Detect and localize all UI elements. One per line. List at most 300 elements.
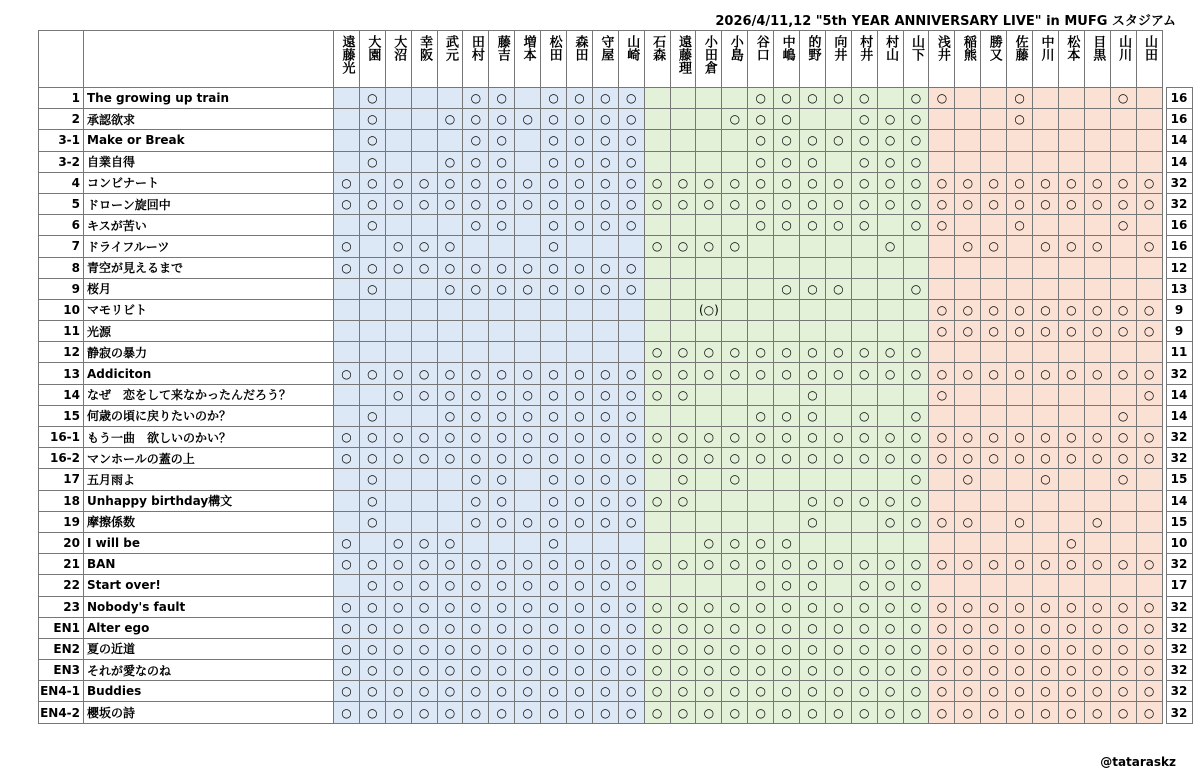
participation-cell: ○ [851,193,877,214]
song-title: ドライフルーツ [84,236,334,257]
song-number: 16-2 [39,448,84,469]
song-title: なぜ 恋をして来なかったんだろう？ [84,384,334,405]
participation-cell [1084,469,1110,490]
participation-cell [515,151,541,172]
participation-cell: ○ [1110,702,1136,723]
participation-cell [877,384,903,405]
participation-cell [955,130,981,151]
participation-cell: ○ [670,448,696,469]
participation-cell [1033,151,1059,172]
participation-cell [1110,278,1136,299]
participation-cell [748,384,774,405]
participation-cell: ○ [437,638,463,659]
participation-cell: ○ [955,681,981,702]
participation-cell: ○ [463,660,489,681]
participation-cell: ○ [463,130,489,151]
participation-cell: ○ [463,151,489,172]
participation-cell: ○ [385,172,411,193]
participation-cell: ○ [696,660,722,681]
participation-cell [955,532,981,553]
participation-cell [541,321,567,342]
participation-cell: ○ [541,702,567,723]
participation-cell [851,469,877,490]
participation-cell: ○ [929,215,955,236]
participation-cell [851,511,877,532]
participation-cell: ○ [903,596,929,617]
participation-cell: ○ [385,554,411,575]
participation-cell: ○ [774,554,800,575]
participation-cell: ○ [800,511,826,532]
participation-cell: ○ [1058,681,1084,702]
participation-cell [929,278,955,299]
participation-cell: ○ [1084,596,1110,617]
participation-cell: ○ [1136,236,1162,257]
participation-cell [1110,384,1136,405]
song-number: 3-2 [39,151,84,172]
participation-cell [955,384,981,405]
participation-cell [644,257,670,278]
participation-cell: ○ [696,342,722,363]
participation-cell: ○ [1007,596,1033,617]
participation-cell [411,130,437,151]
participation-cell: ○ [515,193,541,214]
participation-cell [722,490,748,511]
participation-cell: ○ [929,511,955,532]
participation-cell: ○ [1110,448,1136,469]
participation-cell: ○ [463,617,489,638]
participation-cell: ○ [618,363,644,384]
member-count: 32 [1166,172,1192,193]
participation-cell [748,321,774,342]
participation-cell: ○ [1110,88,1136,109]
song-row [39,448,1193,469]
participation-cell [774,257,800,278]
member-name: 村山 [883,35,899,61]
participation-cell [411,490,437,511]
participation-cell [696,130,722,151]
participation-cell [592,532,618,553]
participation-cell [1007,236,1033,257]
participation-cell: ○ [903,575,929,596]
participation-cell [1033,405,1059,426]
participation-cell: ○ [515,660,541,681]
participation-cell: ○ [825,681,851,702]
participation-cell [644,469,670,490]
participation-cell: ○ [903,172,929,193]
participation-cell: ○ [359,278,385,299]
participation-cell [877,405,903,426]
participation-cell: ○ [567,130,593,151]
participation-cell [981,151,1007,172]
participation-cell [463,321,489,342]
participation-cell: ○ [437,596,463,617]
participation-cell: ○ [877,575,903,596]
participation-cell: ○ [592,109,618,130]
participation-cell: ○ [359,172,385,193]
participation-cell: ○ [618,638,644,659]
participation-cell: ○ [437,172,463,193]
participation-cell [437,490,463,511]
participation-cell [334,278,360,299]
participation-cell: ○ [800,681,826,702]
participation-cell: ○ [800,617,826,638]
participation-cell: ○ [541,88,567,109]
song-number: EN1 [39,617,84,638]
participation-cell: ○ [774,278,800,299]
participation-cell: ○ [670,596,696,617]
participation-cell: ○ [437,448,463,469]
participation-cell: ○ [618,427,644,448]
song-title: 光源 [84,321,334,342]
participation-cell: ○ [1136,299,1162,320]
participation-cell [1136,511,1162,532]
song-number: 14 [39,384,84,405]
song-row [39,469,1193,490]
member-count: 14 [1166,405,1192,426]
participation-cell: ○ [851,363,877,384]
song-title: Addiciton [84,363,334,384]
member-count: 32 [1166,596,1192,617]
participation-cell: ○ [489,278,515,299]
participation-cell: ○ [1007,427,1033,448]
participation-cell: ○ [1033,660,1059,681]
participation-cell: ○ [463,554,489,575]
participation-cell [1033,130,1059,151]
participation-cell: ○ [359,215,385,236]
participation-cell [618,299,644,320]
participation-cell: ○ [463,109,489,130]
song-title: マンホールの蓋の上 [84,448,334,469]
member-name: 大沼 [391,35,407,61]
participation-cell: ○ [851,681,877,702]
participation-cell: ○ [411,681,437,702]
participation-cell [385,215,411,236]
participation-cell [385,511,411,532]
participation-cell: ○ [359,511,385,532]
participation-cell [489,321,515,342]
participation-cell [385,278,411,299]
participation-cell: ○ [696,554,722,575]
participation-cell: ○ [1033,702,1059,723]
participation-cell: ○ [592,490,618,511]
participation-cell: ○ [800,172,826,193]
member-name: 田村 [468,35,484,61]
participation-cell: ○ [567,172,593,193]
participation-cell [774,321,800,342]
participation-cell [981,130,1007,151]
participation-cell [825,151,851,172]
participation-cell [1007,151,1033,172]
participation-cell: ○ [800,151,826,172]
participation-cell: ○ [567,257,593,278]
participation-cell [437,511,463,532]
participation-cell [1007,130,1033,151]
participation-cell: ○ [644,596,670,617]
participation-cell [1084,405,1110,426]
participation-cell [1033,342,1059,363]
participation-cell: ○ [1033,469,1059,490]
participation-cell: ○ [1110,321,1136,342]
member-header [359,31,385,88]
participation-cell [567,532,593,553]
song-title: Buddies [84,681,334,702]
participation-cell: ○ [592,257,618,278]
participation-cell [1033,384,1059,405]
song-number: 16-1 [39,427,84,448]
participation-cell [334,575,360,596]
participation-cell: ○ [541,469,567,490]
participation-cell [334,88,360,109]
participation-cell: ○ [825,363,851,384]
participation-cell [825,299,851,320]
participation-cell: ○ [489,257,515,278]
song-number: 15 [39,405,84,426]
participation-cell: ○ [541,172,567,193]
participation-cell: ○ [877,660,903,681]
participation-cell: ○ [463,596,489,617]
participation-cell: ○ [334,257,360,278]
participation-cell [774,299,800,320]
participation-cell [359,299,385,320]
member-header [437,31,463,88]
member-count: 32 [1166,448,1192,469]
participation-cell [981,469,1007,490]
song-title: キスが苦い [84,215,334,236]
song-title: Alter ego [84,617,334,638]
participation-cell: ○ [774,702,800,723]
participation-cell: ○ [1136,321,1162,342]
participation-cell [877,532,903,553]
participation-cell: ○ [411,702,437,723]
member-header [1007,31,1033,88]
member-header [463,31,489,88]
participation-cell [903,257,929,278]
participation-cell [981,490,1007,511]
participation-cell: ○ [825,660,851,681]
participation-cell: ○ [592,660,618,681]
song-row [39,511,1193,532]
member-name: 浅井 [934,35,950,61]
participation-cell: ○ [618,575,644,596]
participation-cell [644,321,670,342]
participation-cell [385,299,411,320]
participation-cell: ○ [489,130,515,151]
participation-cell [929,532,955,553]
participation-cell: ○ [359,448,385,469]
participation-cell [696,511,722,532]
participation-cell [411,321,437,342]
participation-cell: ○ [670,384,696,405]
participation-cell: ○ [1007,702,1033,723]
participation-cell: ○ [437,681,463,702]
participation-cell: ○ [644,448,670,469]
participation-cell: ○ [463,702,489,723]
participation-cell: ○ [800,638,826,659]
participation-cell: ○ [929,172,955,193]
participation-cell: ○ [1136,596,1162,617]
participation-cell: ○ [825,130,851,151]
participation-cell [359,384,385,405]
participation-cell: ○ [515,681,541,702]
participation-cell: ○ [1007,299,1033,320]
participation-cell: ○ [541,617,567,638]
participation-cell: ○ [825,638,851,659]
participation-cell: ○ [515,638,541,659]
participation-cell: ○ [774,427,800,448]
participation-cell: ○ [800,384,826,405]
participation-cell: ○ [618,193,644,214]
member-name: 石森 [650,35,666,61]
participation-cell [515,532,541,553]
participation-cell: ○ [670,660,696,681]
participation-cell: ○ [670,469,696,490]
participation-cell: ○ [851,617,877,638]
participation-cell [1110,342,1136,363]
participation-cell: ○ [929,363,955,384]
member-name: 遠藤光 [339,35,355,74]
participation-cell: ○ [981,554,1007,575]
song-title: もう一曲 欲しいのかい？ [84,427,334,448]
participation-cell: ○ [1084,702,1110,723]
participation-cell: ○ [1084,172,1110,193]
participation-cell [644,109,670,130]
participation-cell [774,511,800,532]
member-count: 14 [1166,151,1192,172]
participation-cell: ○ [385,575,411,596]
participation-cell: ○ [489,363,515,384]
participation-cell: ○ [955,363,981,384]
participation-cell [385,321,411,342]
participation-cell: ○ [385,427,411,448]
song-row [39,384,1193,405]
participation-cell: ○ [515,448,541,469]
participation-cell [1136,490,1162,511]
song-title: 承認欲求 [84,109,334,130]
participation-cell [877,321,903,342]
participation-cell [981,278,1007,299]
participation-cell: ○ [541,130,567,151]
participation-cell: ○ [644,660,670,681]
participation-cell [489,299,515,320]
song-row [39,236,1193,257]
participation-cell: ○ [903,363,929,384]
song-row [39,638,1193,659]
participation-cell: ○ [1110,193,1136,214]
participation-cell [1136,88,1162,109]
member-count: 15 [1166,469,1192,490]
participation-cell [1007,278,1033,299]
participation-cell [903,321,929,342]
setlist-table [38,30,1193,724]
member-header [1110,31,1136,88]
participation-cell: ○ [774,532,800,553]
participation-cell: ○ [437,236,463,257]
participation-cell: ○ [1136,448,1162,469]
participation-cell: ○ [644,384,670,405]
participation-cell: ○ [515,384,541,405]
participation-cell [334,469,360,490]
participation-cell: ○ [825,617,851,638]
participation-cell: ○ [385,596,411,617]
song-title: The growing up train [84,88,334,109]
participation-cell: ○ [877,596,903,617]
participation-cell: ○ [1136,554,1162,575]
participation-cell: ○ [411,532,437,553]
participation-cell [825,321,851,342]
song-title: 静寂の暴力 [84,342,334,363]
participation-cell: ○ [1058,427,1084,448]
participation-cell: ○ [592,469,618,490]
song-row [39,490,1193,511]
participation-cell: ○ [851,427,877,448]
participation-cell: ○ [463,172,489,193]
participation-cell: ○ [929,193,955,214]
participation-cell: ○ [618,554,644,575]
participation-cell [385,109,411,130]
participation-cell: ○ [618,596,644,617]
participation-cell: ○ [929,321,955,342]
participation-cell: ○ [411,554,437,575]
member-name: 勝又 [986,35,1002,61]
participation-cell: ○ [541,363,567,384]
member-header [567,31,593,88]
member-count: 10 [1166,532,1192,553]
song-number: 12 [39,342,84,363]
participation-cell [722,511,748,532]
participation-cell: ○ [851,596,877,617]
participation-cell [955,405,981,426]
participation-cell [1084,575,1110,596]
participation-cell: ○ [334,172,360,193]
participation-cell: ○ [929,554,955,575]
song-row [39,596,1193,617]
participation-cell: ○ [567,554,593,575]
participation-cell: ○ [618,702,644,723]
participation-cell: ○ [981,363,1007,384]
participation-cell: ○ [955,617,981,638]
participation-cell [334,109,360,130]
participation-cell [1084,490,1110,511]
participation-cell: ○ [644,363,670,384]
participation-cell: ○ [463,88,489,109]
participation-cell: ○ [774,660,800,681]
participation-cell [825,109,851,130]
song-number: 22 [39,575,84,596]
participation-cell [981,384,1007,405]
participation-cell: ○ [489,193,515,214]
participation-cell: ○ [800,215,826,236]
participation-cell: ○ [489,215,515,236]
participation-cell: ○ [463,427,489,448]
participation-cell: ○ [489,88,515,109]
participation-cell: ○ [877,490,903,511]
participation-cell [411,88,437,109]
participation-cell [722,257,748,278]
participation-cell [592,321,618,342]
participation-cell: ○ [385,363,411,384]
participation-cell: ○ [851,575,877,596]
participation-cell: ○ [774,88,800,109]
member-count: 16 [1166,215,1192,236]
participation-cell [748,278,774,299]
song-row [39,617,1193,638]
participation-cell: ○ [463,490,489,511]
participation-cell: ○ [774,172,800,193]
participation-cell: ○ [618,384,644,405]
participation-cell: ○ [929,448,955,469]
participation-cell: ○ [825,215,851,236]
participation-cell [748,511,774,532]
